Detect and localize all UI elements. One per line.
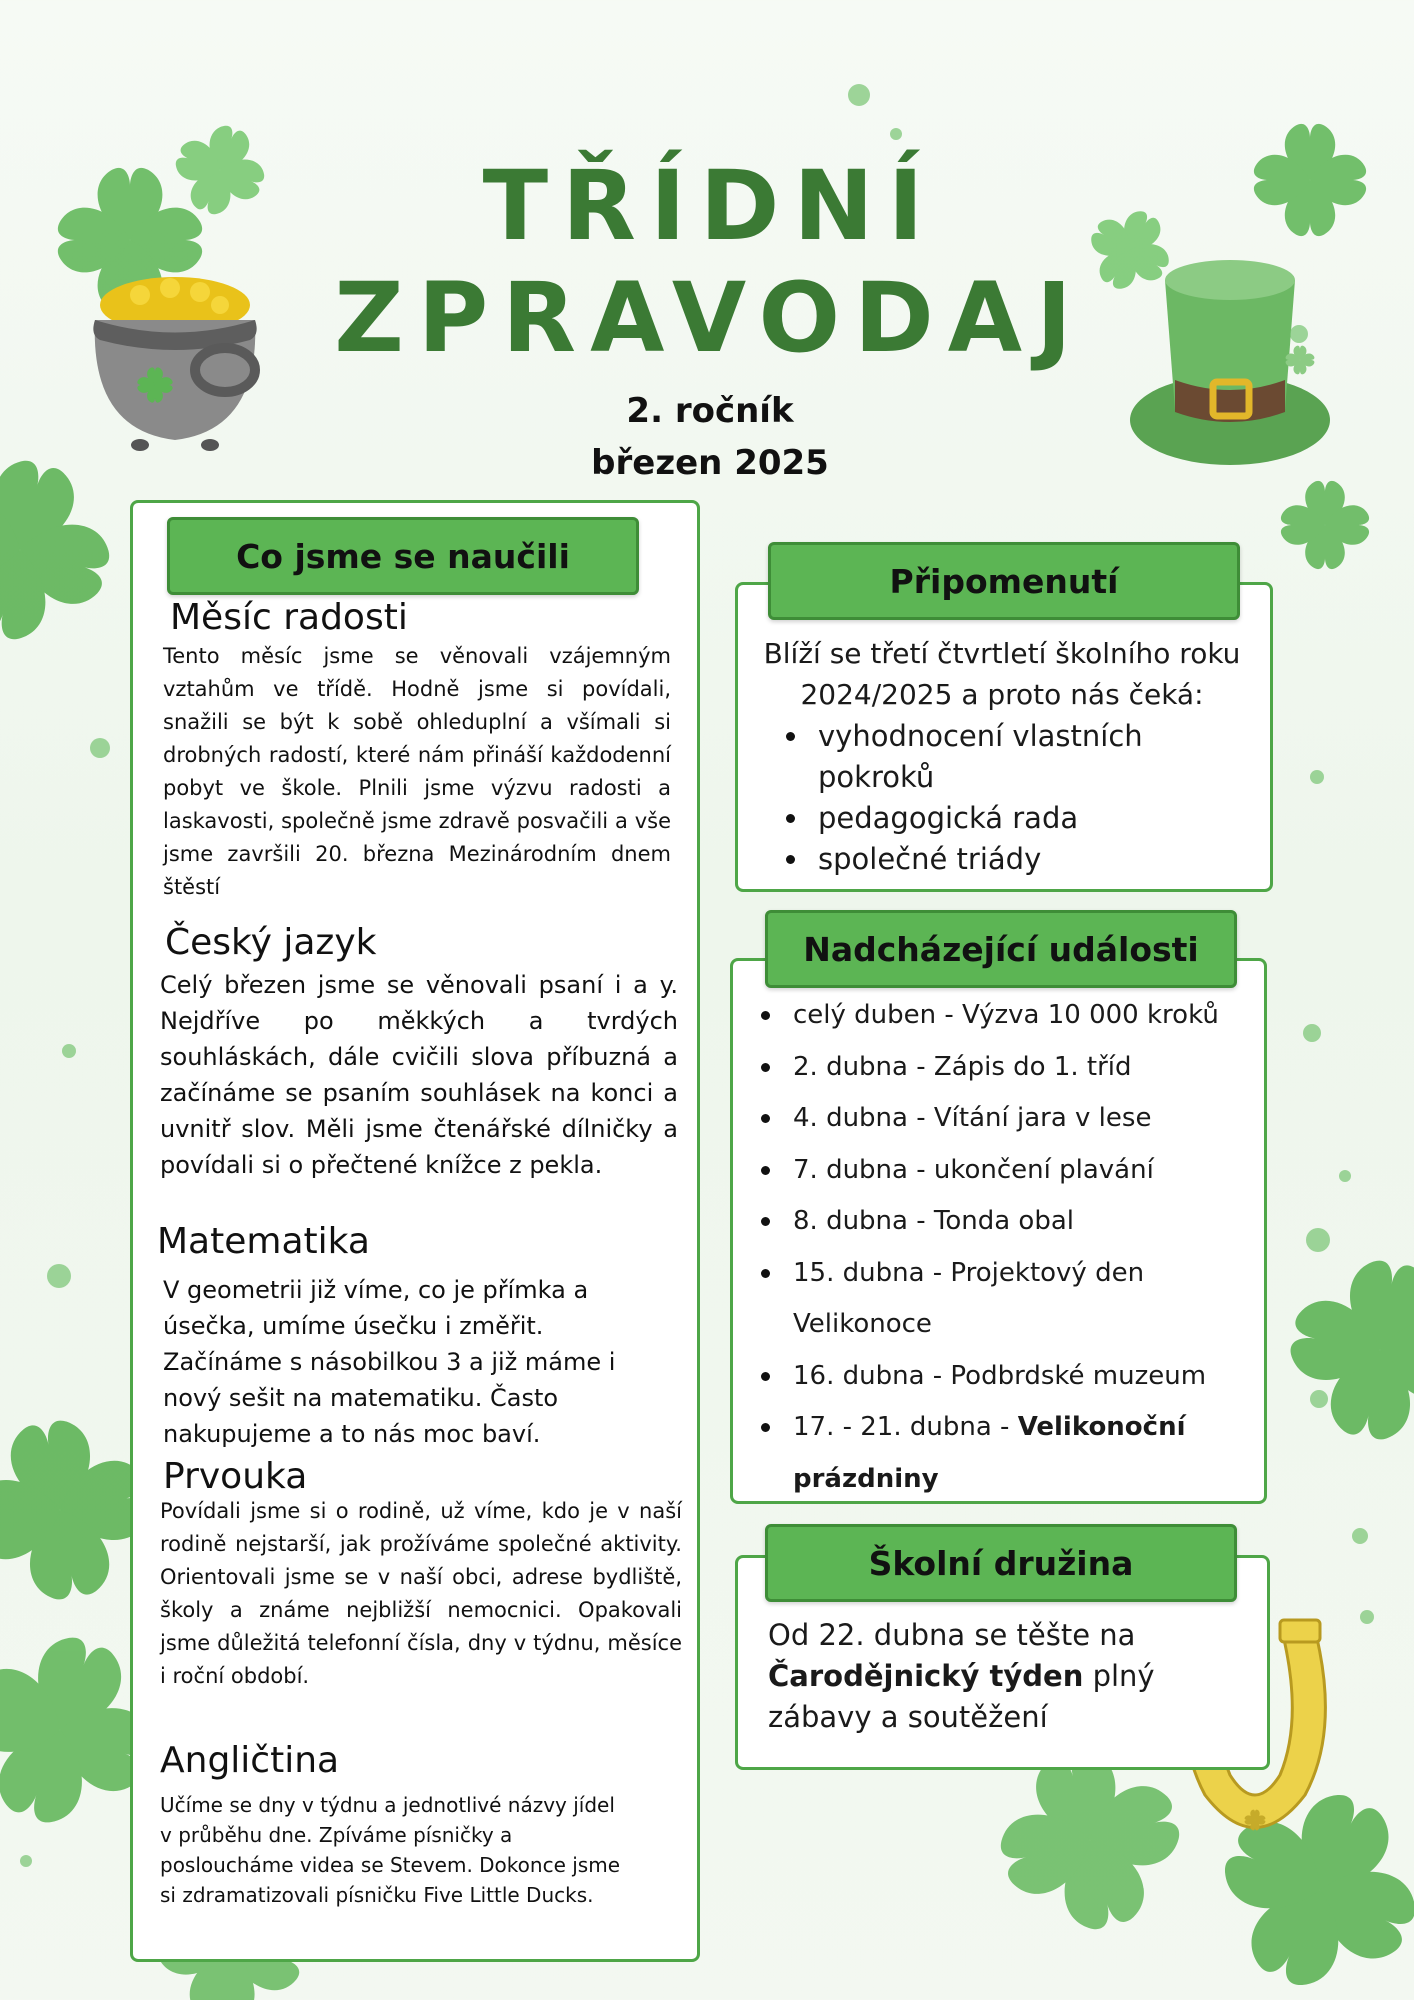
reminder-intro: Blíží se třetí čtvrtletí školního roku 2024/2025 a proto nás čeká:: [763, 637, 1241, 711]
reminder-list: [778, 716, 1248, 880]
section-text: V geometrii již víme, co je přímka a úsečka, umíme úsečku i změřit. Začínáme s násobilkou 3 a již máme i nový sešit na matematiku. Často nakupujeme a to nás moc baví.: [163, 1276, 616, 1448]
date-label: březen 2025: [591, 443, 829, 483]
list-item: vyhodnocení vlastních pokroků: [778, 716, 1248, 798]
clover-icon: [1270, 470, 1380, 580]
leprechaun-hat-icon: [1125, 240, 1335, 480]
section-text: Povídali jsme si o rodině, už víme, kdo je v naší rodině nejstarší, jak prožíváme společné aktivity. Orientovali jsme se v naší obci, adrese bydliště, školy a známe nejbližší nemocnici. Opakovali jsme důležitá telefonní čísla, dny v týdnu, měsíce i roční období.: [160, 1499, 682, 1688]
list-item: 15. dubna - Projektový den Velikonoce: [753, 1248, 1263, 1351]
section-title: Angličtina: [160, 1740, 340, 1781]
events-heading: Nadcházející události: [765, 910, 1237, 988]
section-text: Celý březen jsme se věnovali psaní i a y. Nejdříve po měkkých a tvrdých souhláskách, dále cvičili slova příbuzná a začínáme se psaním souhlásek na konci a uvnitř slov. Měli jsme čtenářské dílničky a povídali si o přečtené knížce z pekla.: [160, 971, 678, 1179]
club-heading: Školní družina: [765, 1524, 1237, 1602]
section-text: Učíme se dny v týdnu a jednotlivé názvy jídel v průběhu dne. Zpíváme písničky a posloucháme videa se Stevem. Dokonce jsme si zdramatizovali písničku Five Little Ducks.: [160, 1793, 620, 1907]
page-title-line1: TŘÍDNÍ: [482, 150, 938, 262]
clover-icon: [1270, 1240, 1414, 1560]
list-item: celý duben - Výzva 10 000 kroků: [753, 990, 1263, 1042]
pot-of-gold-icon: [80, 260, 290, 460]
section-title: Prvouka: [163, 1456, 308, 1497]
list-item: 7. dubna - ukončení plavání: [753, 1145, 1263, 1197]
section-title: Matematika: [157, 1221, 370, 1262]
list-item: pedagogická rada: [778, 798, 1248, 839]
section-title: Český jazyk: [165, 922, 377, 963]
events-list: [753, 990, 1263, 1505]
learned-heading: Co jsme se naučili: [167, 517, 639, 595]
list-item: 8. dubna - Tonda obal: [753, 1196, 1263, 1248]
grade-label: 2. ročník: [626, 391, 794, 431]
club-text: Od 22. dubna se těšte na Čarodějnický týden plný zábavy a soutěžení: [768, 1618, 1155, 1734]
list-item: 16. dubna - Podbrdské muzeum: [753, 1351, 1263, 1403]
list-item: 17. - 21. dubna - Velikonoční prázdniny: [753, 1402, 1263, 1505]
page-title-line2: ZPRAVODAJ: [334, 262, 1086, 374]
reminder-heading: Připomenutí: [768, 542, 1240, 620]
section-title: Měsíc radosti: [170, 597, 408, 638]
list-item: 4. dubna - Vítání jara v lese: [753, 1093, 1263, 1145]
list-item: 2. dubna - Zápis do 1. tříd: [753, 1042, 1263, 1094]
list-item: společné triády: [778, 839, 1248, 880]
section-text: Tento měsíc jsme se věnovali vzájemným vztahům ve třídě. Hodně jsme si povídali, snažili se být k sobě ohleduplní a všímali si drobných radostí, které nám přináší každodenní pobyt ve škole. Plnili jsme výzvu radosti a laskavosti, společně jsme zdravě posvačili a vše jsme završili 20. března Mezinárodním dnem štěstí: [163, 644, 671, 899]
